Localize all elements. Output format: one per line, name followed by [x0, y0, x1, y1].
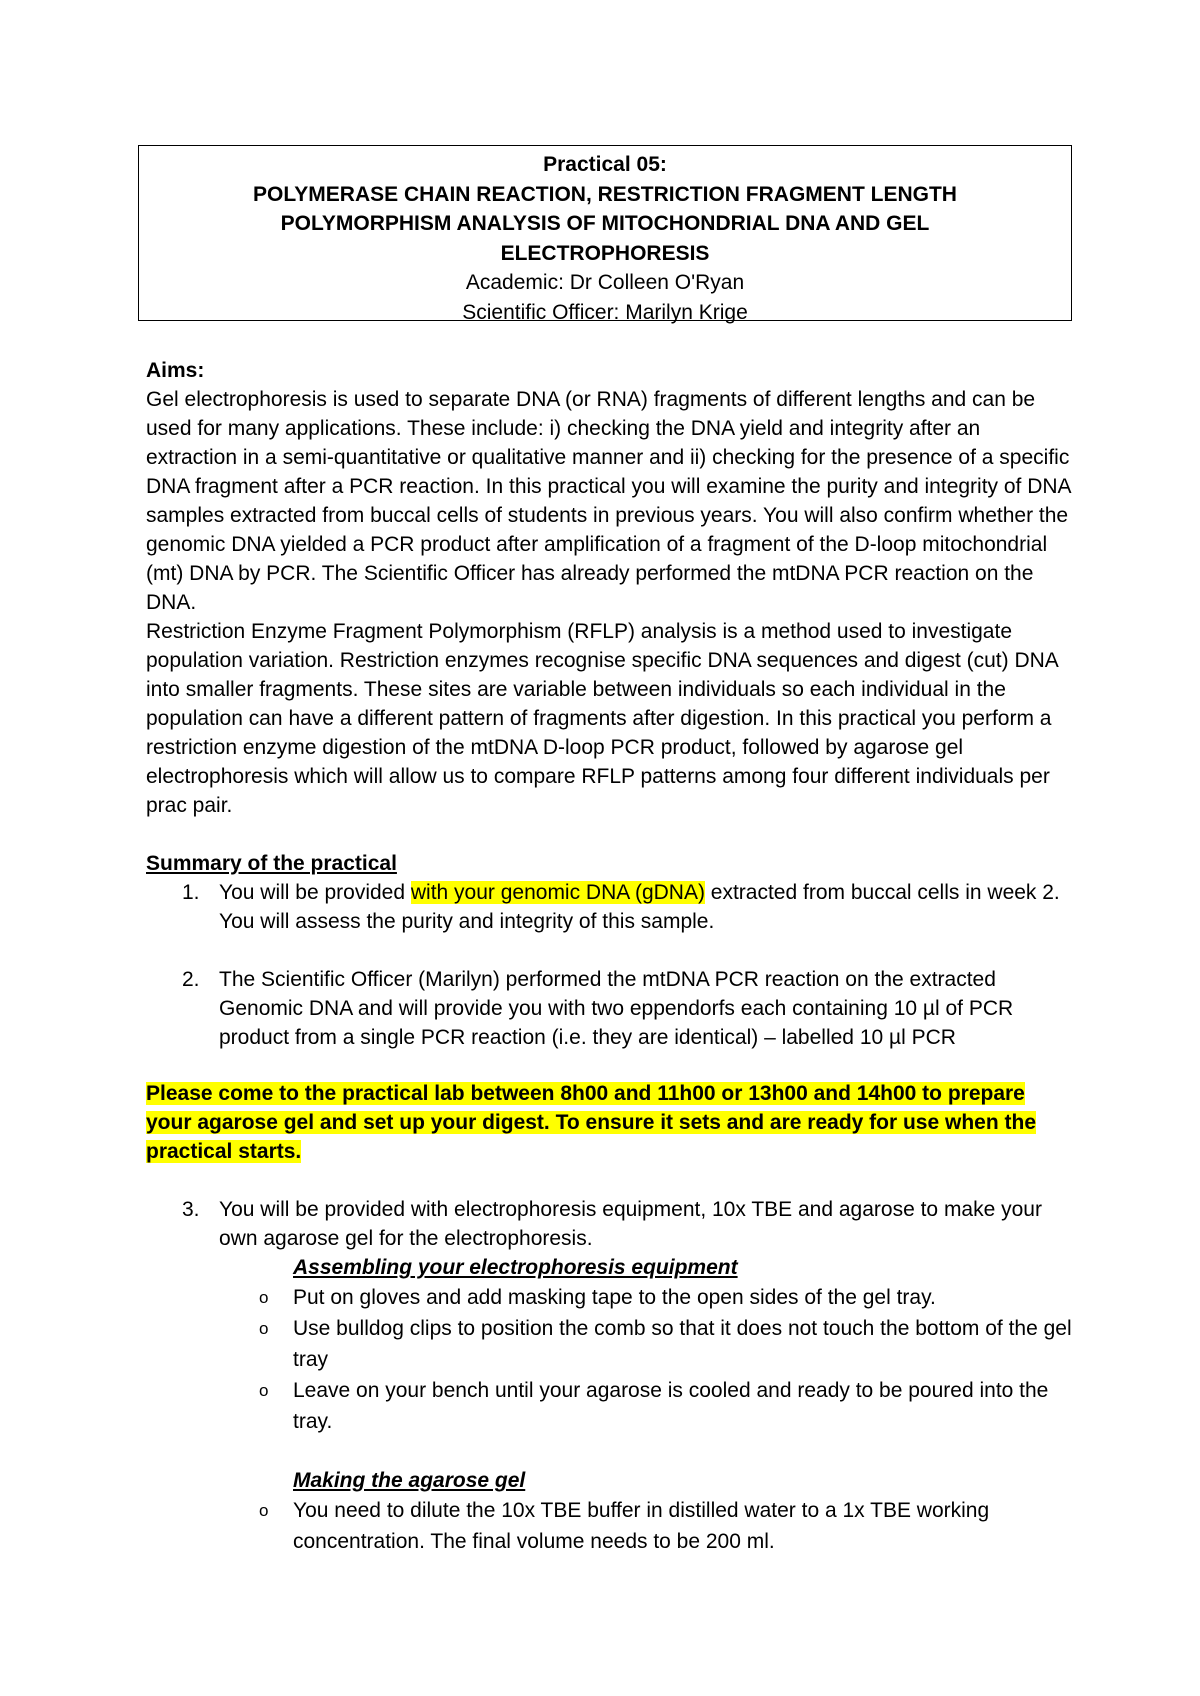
- bullet-icon: o: [259, 1319, 269, 1338]
- title-line-2: POLYMORPHISM ANALYSIS OF MITOCHONDRIAL DNA AND GEL: [280, 212, 930, 235]
- summary-item-2: [146, 965, 1076, 1052]
- highlighted-text: with your genomic DNA (gDNA): [410, 881, 705, 904]
- list-spacer: [146, 936, 1076, 965]
- summary-list: [146, 878, 1076, 1052]
- item-number: 2.: [182, 968, 200, 991]
- summary-list-continued: [146, 1195, 1076, 1253]
- bullet-icon: o: [259, 1381, 269, 1400]
- summary-heading: Summary of the practical: [146, 852, 397, 875]
- making-gel-list: [146, 1495, 1076, 1557]
- item-text-pre: You will be provided: [219, 881, 411, 904]
- bullet-icon: o: [259, 1501, 269, 1520]
- list-item: [146, 1495, 1076, 1557]
- bullet-icon: o: [259, 1288, 269, 1307]
- bullet-text: Use bulldog clips to position the comb so that it does not touch the bottom of the gel tray: [293, 1317, 1072, 1371]
- assembling-list: [146, 1282, 1076, 1437]
- officer-line: Scientific Officer: Marilyn Krige: [462, 300, 748, 324]
- notice-text: Please come to the practical lab between 8h00 and 11h00 or 13h00 and 14h00 to prepare your agarose gel and set up your digest. To ensure it sets and are ready for use when the practical starts.: [146, 1082, 1037, 1163]
- summary-item-3: [146, 1195, 1076, 1253]
- bullet-text: Put on gloves and add masking tape to the open sides of the gel tray.: [293, 1286, 936, 1309]
- item-text: The Scientific Officer (Marilyn) performed the mtDNA PCR reaction on the extracted Genomic DNA and will provide you with two eppendorfs each containing 10 µl of PCR product from a single PCR reaction (i.e. they are identical) – labelled 10 µl PCR: [219, 968, 1014, 1049]
- title-box: [138, 145, 1072, 324]
- title-line-3: ELECTROPHORESIS: [500, 241, 710, 265]
- making-gel-heading: Making the agarose gel: [293, 1469, 526, 1492]
- item-number: 3.: [182, 1198, 200, 1221]
- aims-paragraph-2: Restriction Enzyme Fragment Polymorphism (RFLP) analysis is a method used to investigate population variation. Restriction enzymes recognise specific DNA sequences and digest (cut) DNA into smaller fragments. These sites are variable between individuals so each individual in the population can have a different pattern of fragments after digestion. In this practical you perform a restriction enzyme digestion of the mtDNA D-loop PCR product, followed by agarose gel electrophoresis which will allow us to compare RFLP patterns among four different individuals per prac pair.: [146, 620, 1058, 817]
- summary-item-1: [146, 878, 1076, 936]
- bullet-text: You need to dilute the 10x TBE buffer in distilled water to a 1x TBE working concentration. The final volume needs to be 200 ml.: [293, 1499, 990, 1553]
- lab-time-notice: [146, 1079, 1076, 1166]
- assembling-heading: Assembling your electrophoresis equipment: [293, 1256, 738, 1279]
- academic-line: Academic: Dr Colleen O'Ryan: [465, 271, 745, 294]
- aims-heading: Aims:: [146, 359, 205, 382]
- list-item: [146, 1282, 1076, 1313]
- list-item: [146, 1313, 1076, 1375]
- list-item: [146, 1375, 1076, 1437]
- document-body: [146, 356, 1076, 1557]
- item-text-post: extracted from buccal cells in week 2. You will assess the purity and integrity of this sample.: [219, 881, 1060, 933]
- title-line-1: POLYMERASE CHAIN REACTION, RESTRICTION FRAGMENT LENGTH: [253, 182, 957, 206]
- item-text: You will be provided with electrophoresis equipment, 10x TBE and agarose to make your own agarose gel for the electrophoresis.: [219, 1198, 1042, 1250]
- bullet-text: Leave on your bench until your agarose is cooled and ready to be poured into the tray.: [293, 1379, 1049, 1433]
- practical-number: Practical 05:: [543, 153, 667, 176]
- item-number: 1.: [182, 881, 200, 904]
- aims-paragraph-1: Gel electrophoresis is used to separate DNA (or RNA) fragments of different lengths and can be used for many applications. These include: i) checking the DNA yield and integrity after an extraction in a semi-quantitative or qualitative manner and ii) checking for the presence of a specific DNA fragment after a PCR reaction. In this practical you will examine the purity and integrity of DNA samples extracted from buccal cells of students in previous years. You will also confirm whether the genomic DNA yielded a PCR product after amplification of a fragment of the D-loop mitochondrial (mt) DNA by PCR. The Scientific Officer has already performed the mtDNA PCR reaction on the DNA.: [146, 388, 1071, 614]
